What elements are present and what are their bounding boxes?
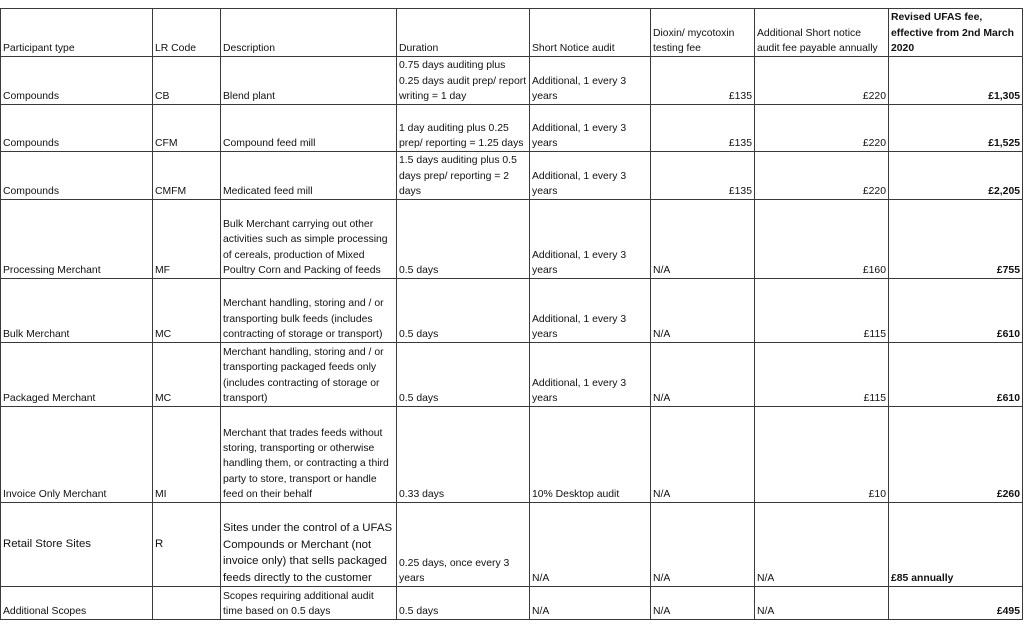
cell-description: Scopes requiring additional audit time based on 0.5 days	[221, 587, 397, 620]
cell-duration: 1 day auditing plus 0.25 prep/ reporting = 1.25 days	[397, 105, 530, 152]
cell-description: Merchant handling, storing and / or transporting packaged feeds only (includes contracting of storage or transport)	[221, 343, 397, 407]
cell-additional-fee: £10	[755, 407, 889, 503]
cell-duration: 0.33 days	[397, 407, 530, 503]
cell-participant-type: Compounds	[1, 57, 153, 105]
cell-revised-fee: £495	[889, 587, 1023, 620]
cell-lr-code: CFM	[153, 105, 221, 152]
cell-lr-code: MC	[153, 279, 221, 343]
header-dioxin-fee: Dioxin/ mycotoxin testing fee	[651, 9, 755, 57]
cell-lr-code: R	[153, 503, 221, 587]
table-row	[1, 57, 1023, 105]
cell-revised-fee: £610	[889, 343, 1023, 407]
cell-participant-type: Additional Scopes	[1, 587, 153, 620]
header-duration: Duration	[397, 9, 530, 57]
cell-additional-fee: £220	[755, 105, 889, 152]
header-revised-fee: Revised UFAS fee, effective from 2nd March 2020	[889, 9, 1023, 57]
cell-duration: 0.5 days	[397, 587, 530, 620]
table-row	[1, 279, 1023, 343]
cell-revised-fee: £85 annually	[889, 503, 1023, 587]
header-description: Description	[221, 9, 397, 57]
cell-dioxin-fee: N/A	[651, 503, 755, 587]
header-lr-code: LR Code	[153, 9, 221, 57]
cell-duration: 1.5 days auditing plus 0.5 days prep/ reporting = 2 days	[397, 152, 530, 200]
cell-description: Sites under the control of a UFAS Compounds or Merchant (not invoice only) that sells packaged feeds directly to the customer	[221, 503, 397, 587]
cell-description: Merchant that trades feeds without storing, transporting or otherwise handling them, or contracting a third party to store, transport or handle feed on their behalf	[221, 407, 397, 503]
table-row	[1, 343, 1023, 407]
cell-short-notice: Additional, 1 every 3 years	[530, 57, 651, 105]
cell-additional-fee: N/A	[755, 587, 889, 620]
cell-participant-type: Packaged Merchant	[1, 343, 153, 407]
cell-dioxin-fee: £135	[651, 105, 755, 152]
table-row	[1, 407, 1023, 503]
cell-revised-fee: £2,205	[889, 152, 1023, 200]
cell-dioxin-fee: N/A	[651, 343, 755, 407]
cell-additional-fee: £115	[755, 343, 889, 407]
cell-lr-code: MI	[153, 407, 221, 503]
cell-description: Merchant handling, storing and / or transporting bulk feeds (includes contracting of storage or transport)	[221, 279, 397, 343]
cell-dioxin-fee: £135	[651, 57, 755, 105]
header-short-notice-audit: Short Notice audit	[530, 9, 651, 57]
cell-revised-fee: £1,525	[889, 105, 1023, 152]
cell-short-notice: Additional, 1 every 3 years	[530, 343, 651, 407]
cell-lr-code: MC	[153, 343, 221, 407]
cell-participant-type: Invoice Only Merchant	[1, 407, 153, 503]
table-row	[1, 200, 1023, 279]
cell-lr-code	[153, 587, 221, 620]
cell-duration: 0.5 days	[397, 279, 530, 343]
fee-table	[0, 8, 1023, 620]
cell-participant-type: Bulk Merchant	[1, 279, 153, 343]
cell-duration: 0.5 days	[397, 200, 530, 279]
header-row	[1, 9, 1023, 57]
cell-additional-fee: N/A	[755, 503, 889, 587]
cell-participant-type: Compounds	[1, 152, 153, 200]
cell-dioxin-fee: N/A	[651, 279, 755, 343]
cell-revised-fee: £755	[889, 200, 1023, 279]
cell-additional-fee: £220	[755, 152, 889, 200]
cell-short-notice: N/A	[530, 587, 651, 620]
cell-short-notice: N/A	[530, 503, 651, 587]
header-participant-type: Participant type	[1, 9, 153, 57]
cell-lr-code: MF	[153, 200, 221, 279]
cell-short-notice: 10% Desktop audit	[530, 407, 651, 503]
cell-short-notice: Additional, 1 every 3 years	[530, 279, 651, 343]
cell-short-notice: Additional, 1 every 3 years	[530, 200, 651, 279]
table-row	[1, 587, 1023, 620]
cell-dioxin-fee: £135	[651, 152, 755, 200]
cell-description: Blend plant	[221, 57, 397, 105]
cell-duration: 0.75 days auditing plus 0.25 days audit prep/ report writing = 1 day	[397, 57, 530, 105]
cell-description: Compound feed mill	[221, 105, 397, 152]
cell-revised-fee: £610	[889, 279, 1023, 343]
cell-short-notice: Additional, 1 every 3 years	[530, 105, 651, 152]
table-row	[1, 105, 1023, 152]
cell-participant-type: Retail Store Sites	[1, 503, 153, 587]
cell-lr-code: CMFM	[153, 152, 221, 200]
cell-additional-fee: £160	[755, 200, 889, 279]
cell-revised-fee: £260	[889, 407, 1023, 503]
cell-description: Bulk Merchant carrying out other activities such as simple processing of cereals, production of Mixed Poultry Corn and Packing of feeds	[221, 200, 397, 279]
header-additional-fee: Additional Short notice audit fee payable annually	[755, 9, 889, 57]
cell-dioxin-fee: N/A	[651, 587, 755, 620]
cell-additional-fee: £220	[755, 57, 889, 105]
cell-duration: 0.5 days	[397, 343, 530, 407]
cell-dioxin-fee: N/A	[651, 407, 755, 503]
cell-dioxin-fee: N/A	[651, 200, 755, 279]
cell-revised-fee: £1,305	[889, 57, 1023, 105]
cell-lr-code: CB	[153, 57, 221, 105]
cell-participant-type: Compounds	[1, 105, 153, 152]
table-row	[1, 152, 1023, 200]
cell-description: Medicated feed mill	[221, 152, 397, 200]
cell-duration: 0.25 days, once every 3 years	[397, 503, 530, 587]
cell-participant-type: Processing Merchant	[1, 200, 153, 279]
cell-additional-fee: £115	[755, 279, 889, 343]
cell-short-notice: Additional, 1 every 3 years	[530, 152, 651, 200]
table-row	[1, 503, 1023, 587]
